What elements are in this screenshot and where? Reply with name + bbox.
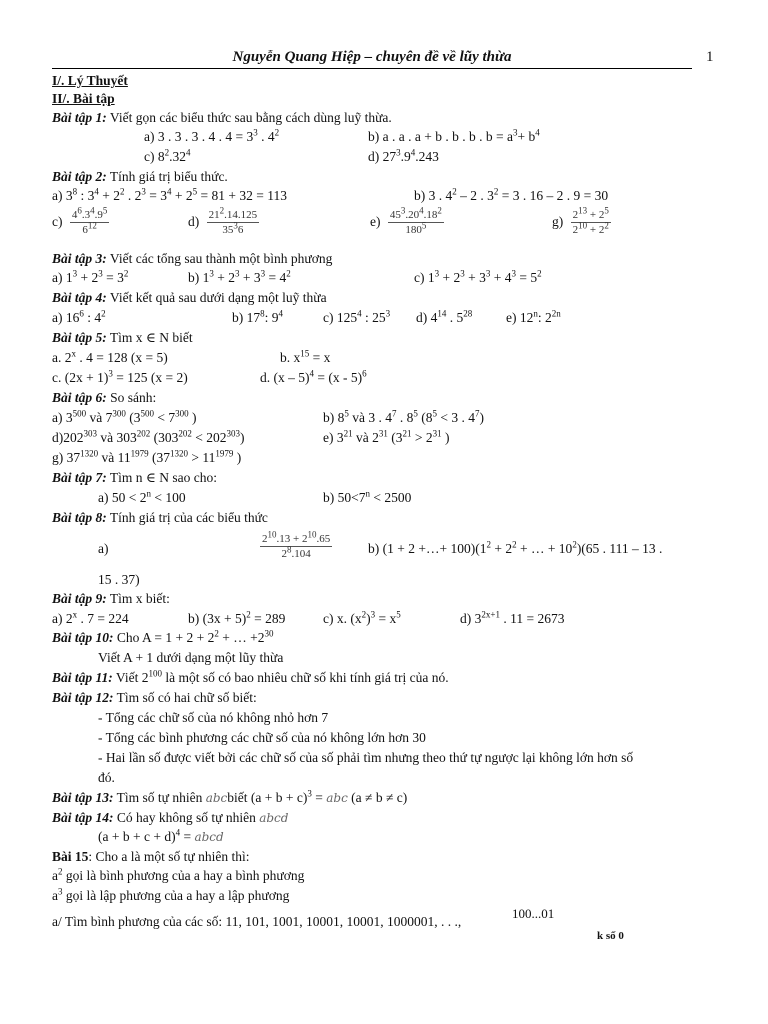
ex5-c: c. $(2x + 1)^3 = 125$ (x = 2) (52, 368, 188, 385)
ex10-line2: Viết A + 1 dưới dạng một lũy thừa (98, 650, 284, 665)
ex15-l1: $a^2$ gọi là bình phương của a hay a bình phương (52, 866, 305, 883)
ex4-e: e) 12$^n$: $2^{2n}$ (506, 308, 561, 325)
ex9-b: b) $(3x + 5)^2 = 289$ (188, 609, 286, 626)
ex8-a-frac: $\frac{2^{10}.13 + 2^{10}.65}{2^8.104}$ (262, 529, 331, 561)
exercise-6: Bài tập 6: So sánh: (52, 390, 157, 405)
exercise-5: Bài tập 5: Tìm x ∈ N biết (52, 330, 193, 345)
ex15-l2: $a^3$ gọi là lập phương của a hay a lập phương (52, 886, 290, 903)
exercise-4: Bài tập 4: Viết kết quả sau dưới dạng một luỹ thừa (52, 290, 327, 305)
ex1-d: d) $27^3.9^4.243$ (368, 147, 439, 164)
exercise-10: Bài tập 10: Cho $A = 1 + 2 + 2^2$ + … $+2^{30}$ (52, 628, 274, 645)
ex1-c: c) $8^2.32^4$ (144, 147, 191, 164)
exercise-3: Bài tập 3: Viết các tổng sau thành một bình phương (52, 251, 333, 266)
ex15-underbrace-label: k số 0 (597, 930, 624, 942)
ex2-e: e) $\frac{45^3.20^4.18^2}{180^5}$ (370, 205, 442, 237)
ex4-c: c) $125^4$ : $25^3$ (323, 308, 391, 325)
ex6-e: e) $3^{21}$ và $2^{31}$ ($3^{21} > 2^{31}$ ) (323, 428, 450, 445)
header-title: Nguyễn Quang Hiệp – chuyên đề về lũy thừa (232, 49, 512, 65)
exercise-14: Bài tập 14: Có hay không số tự nhiên abcd (52, 810, 289, 825)
section-exercises: II/. Bài tập (52, 91, 115, 106)
ex8-b-cont: 15 . 37) (98, 572, 140, 587)
ex15-l3: a/ Tìm bình phương của các số: 11, 101, 1001, 10001, 10001, 1000001, . . ., (52, 914, 462, 929)
ex6-g: g) $37^{1320}$ và $11^{1979}$ ($37^{1320} > 11^{1979}$ ) (52, 448, 242, 465)
ex9-c: c) x. $(x^2)^3 = x^5$ (323, 609, 401, 626)
ex3-a: a) $1^3 + 2^3 = 3^2$ (52, 268, 129, 285)
ex9-a: a) 2$^x$ . 7 = 224 (52, 609, 129, 626)
ex12-l2: - Tổng các bình phương các chữ số của nó không lớn hơn 30 (98, 730, 426, 745)
ex2-a: a) $3^8$ : $3^4 + 2^2$ . $2^3 = 3^4 + 2^5 = 81 + 32 = 113$ (52, 186, 287, 203)
ex5-b: b. $x^{15} = x$ (280, 348, 331, 365)
exercise-1: Bài tập 1: Viết gọn các biểu thức sau bằng cách dùng luỹ thừa. (52, 110, 392, 125)
exercise-13: Bài tập 13: Tìm số tự nhiên abcbiết $(a + b + c)^3$ = abc (a ≠ b ≠ c) (52, 788, 408, 805)
ex1-b: b) a . a . a + b . b . b . $b = a^3+ b^4$ (368, 127, 540, 144)
ex15-overbrace: 100...01 (512, 906, 555, 921)
ex12-l4: đó. (98, 770, 115, 785)
exercise-8: Bài tập 8: Tính giá trị của các biểu thức (52, 510, 268, 525)
ex9-d: d) $3^{2x+1}$ . 11 = 2673 (460, 609, 565, 626)
ex2-b: b) 3 . $4^2 - 2$ . $3^2 = 3$ . 16 – 2 . 9 = 30 (414, 186, 609, 203)
ex6-a: a) $3^{500}$ và $7^{300}$ ($3^{500} < 7^{300}$ ) (52, 408, 197, 425)
ex3-c: c) $1^3 + 2^3 + 3^3 + 4^3 = 5^2$ (414, 268, 542, 285)
ex7-a: a) $50 < 2^n < 100$ (98, 488, 186, 505)
ex5-a: a. 2$^x$ . 4 = 128 (x = 5) (52, 348, 168, 365)
ex8-b: b) (1 + 2 +…+ $100)(1^2 + 2^2$ + … + $10^2)(65$ . 111 – 13 . (368, 539, 663, 556)
ex7-b: b) $50<7^n < 2500$ (323, 488, 412, 505)
exercise-12: Bài tập 12: Tìm số có hai chữ số biết: (52, 690, 257, 705)
ex2-g: g) $\frac{2^{13} + 2^5}{2^{10} + 2^2}$ (552, 205, 609, 237)
exercise-9: Bài tập 9: Tìm x biết: (52, 591, 170, 606)
ex4-d: d) $4^{14}$ . $5^{28}$ (416, 308, 473, 325)
exercise-2: Bài tập 2: Tính giá trị biểu thức. (52, 169, 228, 184)
ex2-c: c) $\frac{4^6.3^4.9^5}{6^{12}}$ (52, 205, 108, 237)
ex12-l3: - Hai lần số được viết bởi các chữ số của số phải tìm nhưng theo thứ tự ngược lại không lớn hơn số (98, 750, 634, 765)
ex3-b: b) $1^3 + 2^3 + 3^3 = 4^2$ (188, 268, 291, 285)
ex1-a: a) 3 . 3 . 3 . 4 . $4 = 3^3$ . $4^2$ (144, 127, 280, 144)
exercise-15: Bài 15: Cho a là một số tự nhiên thì: (52, 849, 250, 864)
exercise-11: Bài tập 11: Viết $2^{100}$ là một số có bao nhiêu chữ số khi tính giá trị của nó. (52, 668, 449, 685)
page-header (52, 48, 692, 69)
ex5-d: d. (x – 5)$^4$ = (x - 5)$^6$ (260, 368, 367, 385)
ex2-d: d) $\frac{21^2.14.125}{35^36}$ (188, 205, 258, 237)
ex6-d: $d)202^{303}$ và $303^{202}$ $(303^{202} < 202^{303})$ (52, 428, 245, 445)
ex4-b: b) $17^8$: $9^4$ (232, 308, 284, 325)
ex14-line2: $(a + b + c + d)^4$ = abcd (98, 827, 224, 844)
ex12-l1: - Tổng các chữ số của nó không nhỏ hơn 7 (98, 710, 329, 725)
ex6-b: b) $8^5$ và 3 . $4^7$ . $8^5$ ($8^5 < 3$ . $4^7$) (323, 408, 484, 425)
ex4-a: a) $16^6$ : $4^2$ (52, 308, 106, 325)
exercise-7: Bài tập 7: Tìm n ∈ N sao cho: (52, 470, 218, 485)
ex8-a-label: a) (98, 541, 109, 556)
page-number: 1 (706, 49, 714, 65)
section-theory: I/. Lý Thuyết (52, 73, 128, 88)
